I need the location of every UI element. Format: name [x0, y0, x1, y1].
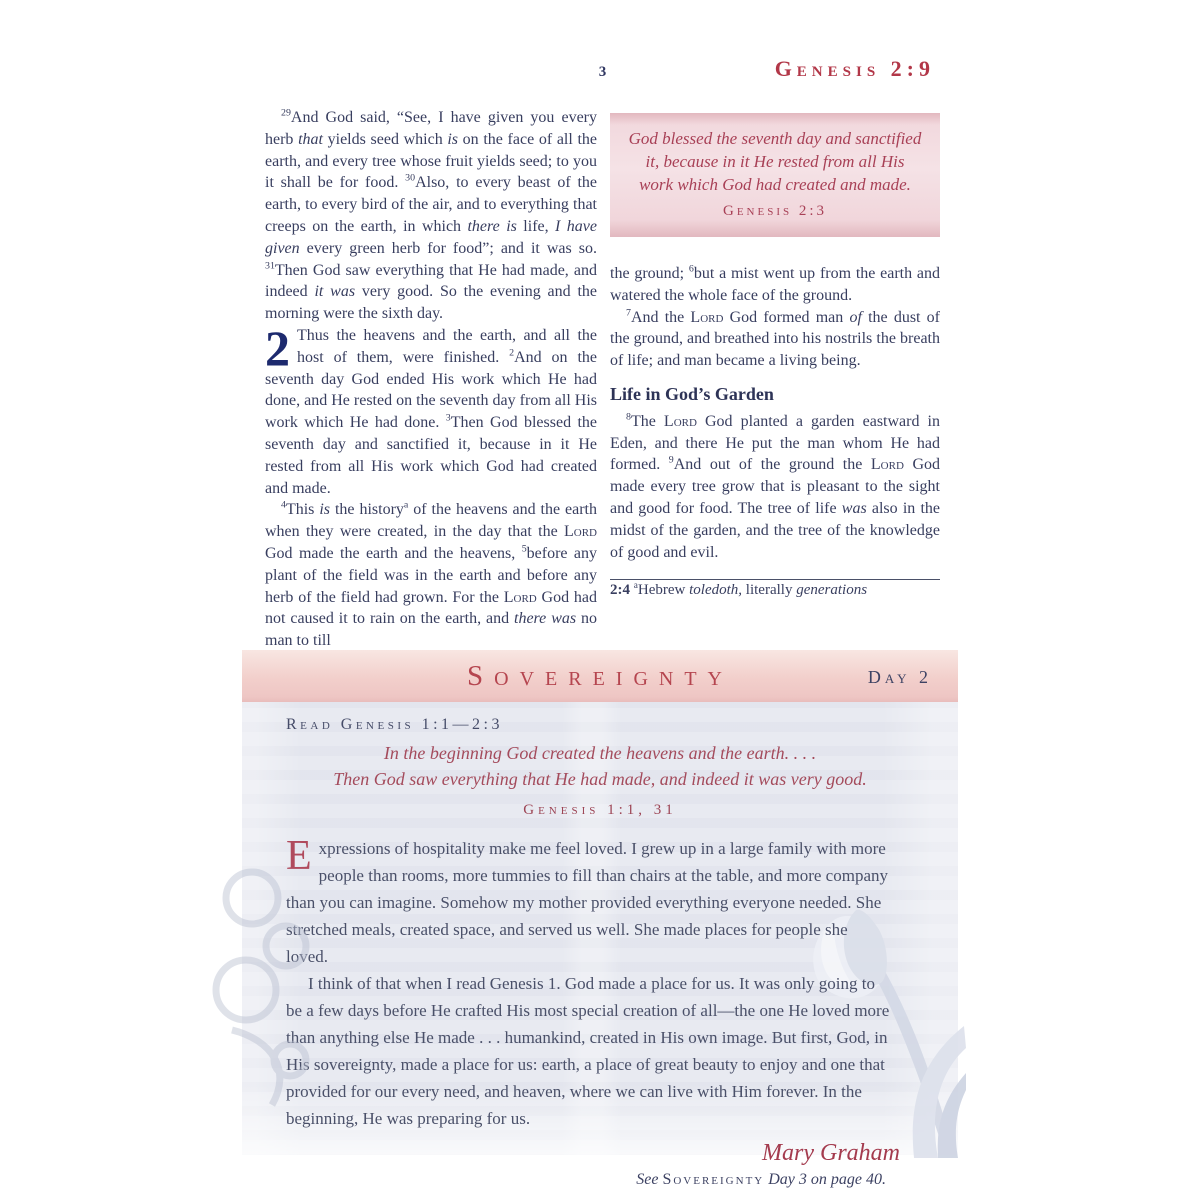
- devotional-read-line: Read Genesis 1:1—2:3: [286, 716, 504, 733]
- verse-paragraph: the ground; $^6$but a mist went up from the earth and watered the whole face of the ground.: [610, 263, 941, 304]
- devotional-signature: Mary Graham: [762, 1140, 900, 1166]
- devotional-paragraph: I think of that when I read Genesis 1. God made a place for us. It was only going to be a few days before He crafted His most special creation of all—the one He loved more than anything else He made . . . humankind, created in His own image. But first, God, in His sovereignty, made a place for us: earth, a place of great beauty to enjoy and one that provided for our every need, and heaven, where we can live with Him forever. In the beginning, He was preparing for us.: [286, 974, 890, 1128]
- devotional-panel: [242, 650, 958, 1188]
- page-number: 3: [598, 64, 607, 80]
- bible-column-left: [265, 107, 597, 652]
- devotional-day-label: Day 2: [867, 667, 932, 687]
- verse-paragraph: $^4$This is the history$^a$ of the heavens and the earth when they were created, in the day that the Lord God made the earth and the heavens, $^5$before any plant of the field was in the earth and before any herb of the field had grown. For the Lord God had not caused it to rain on the earth, and there was no man to till: [265, 500, 598, 650]
- footnote: 2:4 $^a$Hebrew toledoth, literally generations: [610, 581, 868, 599]
- verse-paragraph: $^8$The Lord God planted a garden eastward in Eden, and there He put the man whom He had formed. $^9$And out of the ground the Lord God made every tree grow that is pleasant to the sight and good for food. The tree of life was also in the midst of the garden, and the tree of the knowledge of good and evil.: [610, 411, 941, 561]
- verse-text: Thus the heavens and the earth, and all the host of them, were finished. $^2$And on the seventh day God ended His work which He had done, and He rested on the seventh day from all His work which He had done. $^3$Then God blessed the seventh day and sanctified it, because in it He rested from all His work which God had created and made.: [265, 326, 597, 497]
- callout-text: God blessed the seventh day and sanctified it, because in it He rested from all His work which God had created and made.: [628, 129, 922, 195]
- chapter-drop-cap: 2: [265, 319, 290, 376]
- quote-line: Then God saw everything that He had made, and indeed it was very good.: [333, 769, 867, 789]
- devotional-text: xpressions of hospitality make me feel loved. I grew up in a large family with more people than rooms, more tummies to fill than chairs at the table, and more company than you can imagine. Somehow my mother provided everything everyone needed. She stretched meals, created space, and served us well. She made places for people she loved.: [286, 839, 888, 966]
- devotional-see-note: See Sovereignty Day 3 on page 40.: [636, 1171, 886, 1188]
- verse-paragraph: $^7$And the Lord God formed man of the dust of the ground, and breathed into his nostrils the breath of life; and man became a living being.: [610, 307, 940, 370]
- devotional-drop-cap: E: [286, 833, 312, 879]
- callout-reference: Genesis 2:3: [722, 203, 828, 220]
- running-head: Genesis 2:9: [774, 56, 935, 81]
- devotional-quote: [242, 740, 958, 823]
- scripture-callout: [610, 113, 940, 237]
- verse-paragraph: [265, 319, 597, 499]
- devotional-body: [286, 835, 892, 1132]
- devotional-title: Sovereignty: [467, 660, 733, 692]
- devotional-paragraph: [286, 835, 892, 970]
- quote-reference: Genesis 1:1, 31: [523, 802, 677, 818]
- quote-line: In the beginning God created the heavens and the earth. . . .: [383, 743, 817, 763]
- devotional-header-band: [242, 650, 958, 702]
- bible-column-right: [610, 107, 940, 602]
- verse-paragraph: $^{29}$And God said, “See, I have given you every herb that yields seed which is on the face of all the earth, and every tree whose fruit yields seed; to you it shall be for food. $^{30}$Also, to every beast of the earth, to every bird of the air, and to everything that creeps on the earth, in which there is life, I have given every green herb for food”; and it was so. $^{31}$Then God saw everything that He had made, and indeed it was very good. So the evening and the morning were the sixth day.: [265, 107, 598, 323]
- section-heading: Life in God’s Garden: [610, 383, 774, 404]
